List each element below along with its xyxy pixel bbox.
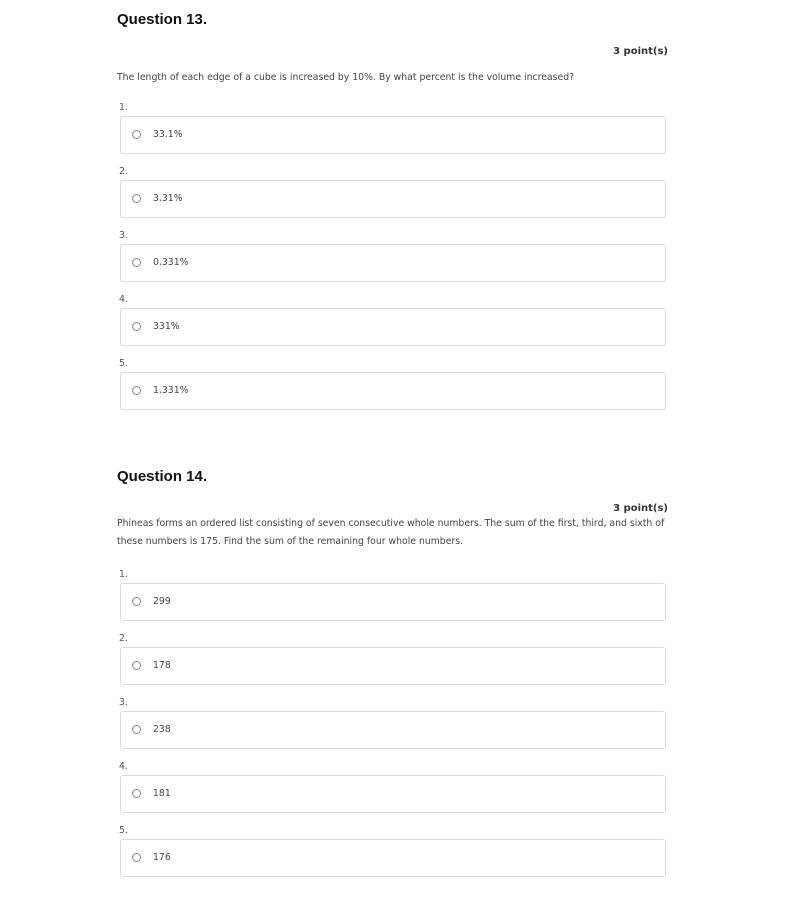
option-number: 3.: [119, 697, 128, 708]
answer-option-1[interactable]: [120, 116, 666, 154]
radio-button-icon[interactable]: [132, 661, 141, 670]
option-label: 331%: [153, 321, 180, 332]
option-number: 4.: [119, 294, 128, 305]
question-points: 3 point(s): [613, 46, 668, 57]
radio-button-icon[interactable]: [132, 386, 141, 395]
option-label: 181: [153, 788, 171, 799]
answer-option-3[interactable]: [120, 244, 666, 282]
option-label: 238: [153, 724, 171, 735]
radio-button-icon[interactable]: [132, 130, 141, 139]
option-label: 178: [153, 660, 171, 671]
radio-button-icon[interactable]: [132, 789, 141, 798]
radio-button-icon[interactable]: [132, 258, 141, 267]
question-text: Phineas forms an ordered list consisting of seven consecutive whole numbers. The sum of the first, third, and sixth of these numbers is 175. Find the sum of the remaining four whole numbers.: [117, 518, 665, 547]
option-number: 5.: [119, 825, 128, 836]
option-block-3: [117, 697, 669, 761]
option-label: 33.1%: [153, 129, 183, 140]
option-block-3: [117, 230, 669, 294]
option-label: 299: [153, 596, 171, 607]
question-14: [117, 467, 669, 863]
option-block-5: [117, 358, 669, 422]
radio-button-icon[interactable]: [132, 853, 141, 862]
answer-option-4[interactable]: [120, 308, 666, 346]
option-label: 3.31%: [153, 193, 183, 204]
option-block-4: [117, 761, 669, 825]
option-block-5: [117, 825, 669, 889]
question-text: The length of each edge of a cube is increased by 10%. By what percent is the volume increased?: [117, 72, 575, 83]
option-number: 2.: [119, 633, 128, 644]
option-label: 1.331%: [153, 385, 189, 396]
question-points: 3 point(s): [613, 503, 668, 514]
option-number: 4.: [119, 761, 128, 772]
option-number: 1.: [119, 102, 128, 113]
radio-button-icon[interactable]: [132, 322, 141, 331]
option-block-2: [117, 166, 669, 230]
answer-option-1[interactable]: [120, 583, 666, 621]
radio-button-icon[interactable]: [132, 725, 141, 734]
option-number: 5.: [119, 358, 128, 369]
option-block-1: [117, 569, 669, 633]
answer-options: [117, 102, 669, 422]
question-title: Question 13.: [117, 11, 208, 28]
question-title: Question 14.: [117, 468, 208, 485]
option-block-1: [117, 102, 669, 166]
answer-option-3[interactable]: [120, 711, 666, 749]
radio-button-icon[interactable]: [132, 597, 141, 606]
answer-option-5[interactable]: [120, 839, 666, 877]
option-number: 3.: [119, 230, 128, 241]
option-label: 0.331%: [153, 257, 189, 268]
option-label: 176: [153, 852, 171, 863]
answer-option-4[interactable]: [120, 775, 666, 813]
option-number: 1.: [119, 569, 128, 580]
option-block-2: [117, 633, 669, 697]
answer-options: [117, 569, 669, 889]
answer-option-5[interactable]: [120, 372, 666, 410]
option-number: 2.: [119, 166, 128, 177]
answer-option-2[interactable]: [120, 180, 666, 218]
radio-button-icon[interactable]: [132, 194, 141, 203]
question-13: [117, 10, 669, 396]
option-block-4: [117, 294, 669, 358]
answer-option-2[interactable]: [120, 647, 666, 685]
